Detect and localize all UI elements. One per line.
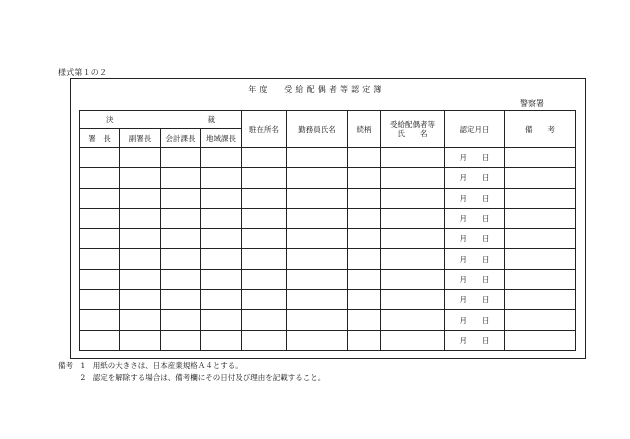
entry-cell[interactable] — [161, 168, 201, 188]
entry-cell[interactable] — [80, 168, 120, 188]
table-row — [80, 168, 576, 188]
table-row — [80, 188, 576, 208]
entry-cell[interactable] — [505, 229, 576, 249]
entry-cell[interactable] — [242, 188, 287, 208]
entry-cell[interactable] — [80, 148, 120, 168]
entry-cell[interactable] — [161, 208, 201, 228]
entry-cell[interactable] — [80, 330, 120, 350]
entry-cell[interactable] — [80, 269, 120, 289]
entry-cell[interactable] — [287, 269, 348, 289]
entry-cell[interactable] — [505, 290, 576, 310]
entry-cell[interactable] — [80, 229, 120, 249]
entry-cell[interactable] — [242, 168, 287, 188]
entry-cell[interactable] — [161, 249, 201, 269]
note-1: 1 用紙の大きさは、日本産業規格Ａ４とする。 — [80, 361, 243, 370]
entry-cell[interactable] — [348, 229, 381, 249]
entry-cell[interactable] — [161, 290, 201, 310]
entry-cell[interactable] — [120, 269, 161, 289]
entry-cell[interactable] — [80, 310, 120, 330]
notes — [58, 360, 325, 384]
table-row — [80, 330, 576, 350]
entry-cell[interactable] — [381, 249, 445, 269]
entry-cell[interactable] — [505, 269, 576, 289]
entry-cell[interactable] — [120, 290, 161, 310]
form-number: 様式第１の２ — [58, 68, 108, 77]
entry-cell[interactable] — [505, 168, 576, 188]
entry-cell[interactable] — [242, 310, 287, 330]
notes-label: 備考 — [58, 361, 73, 370]
officer-header: 勤務員氏名 — [287, 111, 348, 148]
entry-cell[interactable] — [381, 229, 445, 249]
entry-cell[interactable] — [201, 290, 242, 310]
spouse-header-line2: 氏 名 — [397, 129, 428, 138]
date-cell[interactable]: 月 日 — [445, 310, 505, 330]
approver-chief: 署 長 — [80, 129, 120, 148]
remarks-header: 備 考 — [505, 111, 576, 148]
entry-cell[interactable] — [287, 310, 348, 330]
entry-cell[interactable] — [120, 148, 161, 168]
entry-cell[interactable] — [287, 148, 348, 168]
entry-cell[interactable] — [242, 330, 287, 350]
date-header: 認定月日 — [445, 111, 505, 148]
entry-cell[interactable] — [161, 229, 201, 249]
spouse-header-line1: 受給配偶者等 — [390, 120, 435, 129]
entry-cell[interactable] — [242, 229, 287, 249]
entry-cell[interactable] — [161, 330, 201, 350]
entry-cell[interactable] — [120, 168, 161, 188]
entry-cell[interactable] — [505, 249, 576, 269]
table-row — [80, 208, 576, 228]
entry-cell[interactable] — [381, 168, 445, 188]
address-header: 駐在所名 — [242, 111, 287, 148]
approver-community: 地域課長 — [201, 129, 242, 148]
date-cell[interactable]: 月 日 — [445, 188, 505, 208]
date-cell[interactable]: 月 日 — [445, 148, 505, 168]
entry-cell[interactable] — [201, 188, 242, 208]
table-row — [80, 290, 576, 310]
entry-cell[interactable] — [348, 249, 381, 269]
approver-deputy: 副署長 — [120, 129, 161, 148]
entry-cell[interactable] — [201, 269, 242, 289]
entry-cell[interactable] — [161, 148, 201, 168]
entry-cell[interactable] — [381, 330, 445, 350]
entry-cell[interactable] — [381, 310, 445, 330]
entry-cell[interactable] — [348, 148, 381, 168]
relation-header: 続柄 — [348, 111, 381, 148]
entry-cell[interactable] — [381, 269, 445, 289]
date-cell[interactable]: 月 日 — [445, 269, 505, 289]
entry-cell[interactable] — [201, 229, 242, 249]
spouse-header — [381, 111, 445, 148]
entry-cell[interactable] — [348, 269, 381, 289]
date-cell[interactable]: 月 日 — [445, 168, 505, 188]
entry-cell[interactable] — [242, 148, 287, 168]
entry-cell[interactable] — [242, 290, 287, 310]
entry-cell[interactable] — [201, 249, 242, 269]
entry-cell[interactable] — [348, 290, 381, 310]
date-cell[interactable]: 月 日 — [445, 208, 505, 228]
date-cell[interactable]: 月 日 — [445, 249, 505, 269]
entry-cell[interactable] — [120, 310, 161, 330]
table-row — [80, 310, 576, 330]
table-row — [80, 148, 576, 168]
entry-cell[interactable] — [287, 188, 348, 208]
entry-cell[interactable] — [381, 208, 445, 228]
note-2: 2 認定を解除する場合は、備考欄にその日付及び理由を記載すること。 — [80, 373, 326, 382]
table-row — [80, 229, 576, 249]
entry-cell[interactable] — [505, 208, 576, 228]
entry-cell[interactable] — [505, 188, 576, 208]
entry-cell[interactable] — [161, 188, 201, 208]
entry-cell[interactable] — [287, 290, 348, 310]
entry-cell[interactable] — [242, 208, 287, 228]
entry-cell[interactable] — [348, 188, 381, 208]
date-cell[interactable]: 月 日 — [445, 290, 505, 310]
entry-cell[interactable] — [348, 208, 381, 228]
entry-cell[interactable] — [505, 310, 576, 330]
table-row — [80, 249, 576, 269]
entry-cell[interactable] — [201, 208, 242, 228]
entry-cell[interactable] — [80, 208, 120, 228]
entry-cell[interactable] — [287, 208, 348, 228]
entry-cell[interactable] — [120, 249, 161, 269]
entry-cell[interactable] — [505, 148, 576, 168]
entry-cell[interactable] — [381, 148, 445, 168]
entry-cell[interactable] — [287, 249, 348, 269]
entry-cell[interactable] — [80, 290, 120, 310]
approver-accounting: 会計課長 — [161, 129, 201, 148]
approval-header: 決 裁 — [80, 111, 242, 129]
entry-cell[interactable] — [505, 330, 576, 350]
police-station-label: 警察署 — [520, 99, 544, 108]
entry-cell[interactable] — [381, 188, 445, 208]
entry-cell[interactable] — [348, 310, 381, 330]
entry-cell[interactable] — [120, 208, 161, 228]
entry-cell[interactable] — [120, 188, 161, 208]
page-title: 年 度 受 給 配 偶 者 等 認 定 簿 — [248, 85, 382, 94]
entry-cell[interactable] — [242, 249, 287, 269]
register-table — [79, 110, 576, 351]
entry-cell[interactable] — [348, 168, 381, 188]
entry-cell[interactable] — [80, 249, 120, 269]
entry-cell[interactable] — [287, 229, 348, 249]
entry-cell[interactable] — [120, 229, 161, 249]
entry-cell[interactable] — [80, 188, 120, 208]
entry-cell[interactable] — [201, 330, 242, 350]
entry-cell[interactable] — [120, 330, 161, 350]
entry-cell[interactable] — [242, 269, 287, 289]
date-cell[interactable]: 月 日 — [445, 229, 505, 249]
entry-cell[interactable] — [201, 310, 242, 330]
entry-cell[interactable] — [201, 148, 242, 168]
date-cell[interactable]: 月 日 — [445, 330, 505, 350]
entry-cell[interactable] — [287, 330, 348, 350]
entry-cell[interactable] — [161, 310, 201, 330]
entry-cell[interactable] — [287, 168, 348, 188]
entry-cell[interactable] — [201, 168, 242, 188]
entry-cell[interactable] — [348, 330, 381, 350]
entry-cell[interactable] — [161, 269, 201, 289]
entry-cell[interactable] — [381, 290, 445, 310]
table-row — [80, 269, 576, 289]
